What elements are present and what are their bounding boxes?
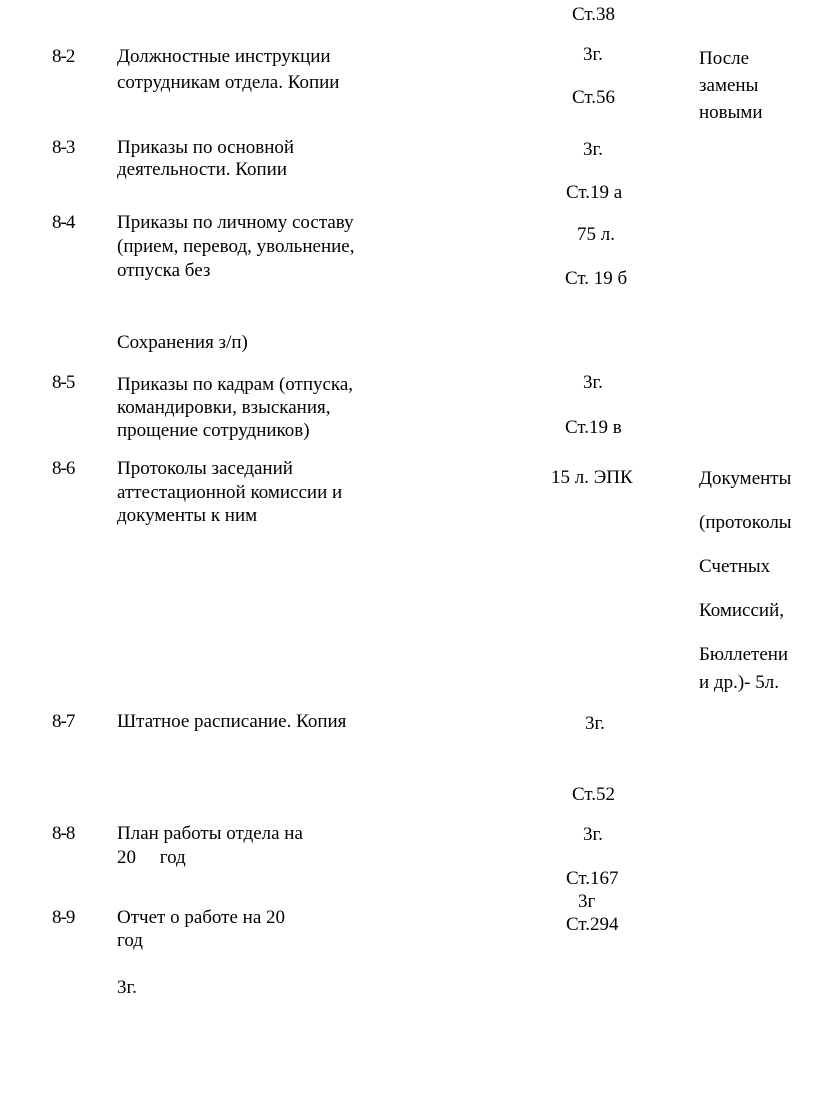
row-title-line: сотрудникам отдела. Копии: [117, 72, 340, 93]
row-title-line: прощение сотрудников): [117, 420, 310, 441]
row-article: Ст.167: [566, 868, 619, 889]
row-title-line: Приказы по личному составу: [117, 212, 354, 233]
row-term: 3г.: [583, 824, 603, 845]
storage-article-top: Ст.38: [572, 4, 616, 25]
row-article: Ст.52: [572, 784, 616, 805]
row-code: 8-7: [52, 711, 75, 732]
row-code: 8-2: [52, 46, 75, 67]
row-title-line: План работы отдела на: [117, 823, 303, 844]
row-title-line: (прием, перевод, увольнение,: [117, 236, 355, 257]
row-code: 8-5: [52, 372, 75, 393]
row-title-line: отпуска без: [117, 260, 211, 281]
row-code: 8-9: [52, 907, 75, 928]
row-note-line: Комиссий,: [699, 600, 785, 621]
row-article: Ст.19 а: [566, 182, 623, 203]
row-note-line: новыми: [699, 102, 763, 123]
row-title-line: Сохранения з/п): [117, 332, 248, 353]
row-note-line: После: [699, 48, 750, 69]
row-code: 8-6: [52, 458, 75, 479]
row-term: 75 л.: [577, 224, 615, 245]
row-title-line: Приказы по основной: [117, 137, 295, 158]
row-title-line: командировки, взыскания,: [117, 397, 331, 418]
row-article: Ст.56: [572, 87, 616, 108]
row-term: 15 л. ЭПК: [551, 467, 633, 488]
row-title-line: аттестационной комиссии и: [117, 482, 343, 503]
row-note-line: Документы: [699, 468, 792, 489]
row-term: 3г.: [583, 44, 603, 65]
row-code: 8-3: [52, 137, 75, 158]
row-title-line: Штатное расписание. Копия: [117, 711, 347, 732]
row-title-line: 3г.: [117, 977, 137, 998]
row-note-line: (протоколы: [699, 512, 792, 533]
row-title-line: документы к ним: [117, 505, 258, 526]
row-term: 3г.: [583, 139, 603, 160]
row-note-line: Бюллетени: [699, 644, 789, 665]
row-note-line: замены: [699, 75, 759, 96]
row-term: 3г.: [583, 372, 603, 393]
row-title-line: деятельности. Копии: [117, 159, 287, 180]
row-term: 3г.: [585, 713, 605, 734]
row-title-line: Отчет о работе на 20: [117, 907, 286, 928]
row-title-line: Протоколы заседаний: [117, 458, 293, 479]
row-title-line: 20 год: [117, 847, 186, 868]
row-note-line: и др.)- 5л.: [699, 672, 779, 693]
row-article: Ст. 19 б: [565, 268, 628, 289]
row-article: Ст.294: [566, 914, 619, 935]
row-title-line: Приказы по кадрам (отпуска,: [117, 374, 354, 395]
row-code: 8-8: [52, 823, 75, 844]
row-title-line: год: [117, 930, 143, 951]
row-term: 3г: [578, 891, 596, 912]
row-code: 8-4: [52, 212, 75, 233]
row-note-line: Счетных: [699, 556, 771, 577]
row-title-line: Должностные инструкции: [117, 46, 331, 67]
row-article: Ст.19 в: [565, 417, 622, 438]
